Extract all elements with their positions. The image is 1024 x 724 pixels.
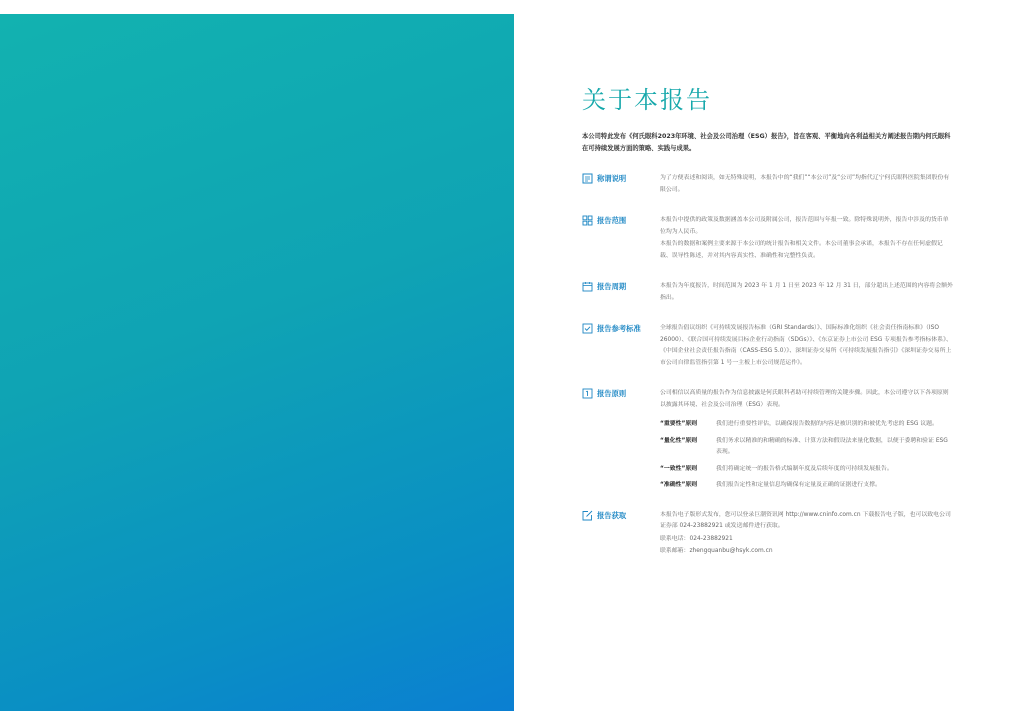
principle-item <box>660 419 954 431</box>
edit-icon <box>582 510 593 521</box>
principle-item <box>660 480 954 492</box>
principle-item <box>660 436 954 459</box>
gradient-cover-panel <box>0 14 514 711</box>
section-text: 全球报告倡议组织《可持续发展报告标准（GRI Standards）》、国际标准化组织《社会责任指南标准》（ISO 26000）、《联合国可持续发展目标企业行动指南（SDGs）》、《东京证券上市公司 ESG 专项报告参考指标体系》、《中国企业社会责任报告指南（CASS-ESG 5.0）》、深圳证券交易所《可持续发展报告指引》《深圳证券交易所上市公司自律监管指引第 1 号一主板上市公司规范运作》。 <box>660 325 952 366</box>
principle-name: “一致性”原则 <box>660 465 698 472</box>
page-title: 关于本报告 <box>582 86 712 114</box>
section-text: 本报告的数据和案例主要来源于本公司的统计报告和相关文件。本公司董事会承诺，本报告不存在任何虚假记载、误导性陈述，并对其内容真实性、准确性和完整性负责。 <box>660 241 943 259</box>
principle-item <box>660 464 954 476</box>
principle-name: “重要性”原则 <box>660 421 698 427</box>
section-text: 本报告中提供的政策及数据涵盖本公司及附属公司，报告范围与年报一致。除特殊说明外，报告中涉及的货币单位均为人民币。 <box>660 217 949 235</box>
section-period <box>582 281 954 305</box>
section-label: 报告获取 <box>597 510 627 520</box>
document-icon <box>582 173 593 184</box>
principle-text: 我们将确定统一的报告格式编制年度及后续年度的可持续发展报告。 <box>716 465 893 472</box>
principle-name: “量化性”原则 <box>660 437 698 444</box>
section-label: 称谓说明 <box>597 174 627 183</box>
calendar-icon <box>582 281 593 292</box>
principle-text: 我们进行重要性评估，以确保报告数据的内容是被识别的和被优先考虑的 ESG 议题。 <box>716 421 938 427</box>
principle-text: 我们报告定性和定量信息均确保有定量及正确的证据进行支撑。 <box>716 482 881 488</box>
checklist-icon <box>582 323 593 334</box>
principle-icon <box>582 388 593 399</box>
section-text: 为了方便表述和阅读，如无特殊说明，本报告中的“我们”“本公司”及“公司”均指代辽宁何氏眼科医院集团股份有限公司。 <box>660 175 950 193</box>
section-scope <box>582 215 954 263</box>
section-principles <box>582 388 954 492</box>
section-text: 本报告为年度报告，时间范围为 2023 年 1 月 1 日至 2023 年 12 月 31 日，部分超出上述范围的内容将会额外指出。 <box>660 283 953 301</box>
section-label: 报告原则 <box>597 389 627 398</box>
section-text: 公司相信以高质量的报告作为信息披露是何氏眼科者助可持续管理的关键步骤。因此，本公司遵守以下各项原则以披露其环境、社会及公司治理（ESG）表现。 <box>660 390 949 408</box>
about-report-content <box>582 80 954 577</box>
principle-text: 我们务求以精准的和精确的标准、计算方法和假设法来量化数据，以便于委聘和验证 ESG 表现。 <box>716 437 948 455</box>
section-label: 报告周期 <box>597 282 627 291</box>
section-access <box>582 510 954 559</box>
grid-icon <box>582 215 593 226</box>
section-label: 报告范围 <box>597 216 627 225</box>
contact-phone: 联系电话：024-23882921 <box>660 535 733 542</box>
section-text: 本报告电子版形式发布，您可以登录巨潮资讯网 http://www.cninfo.com.cn 下载报告电子版，也可以致电公司证券部 024-23882921 或发送邮件进行获取。 <box>660 511 951 529</box>
section-label: 报告参考标准 <box>597 324 641 333</box>
section-naming <box>582 173 954 197</box>
section-standards <box>582 323 954 370</box>
contact-email: 联系邮箱：zhengquanbu@hsyk.com.cn <box>660 548 773 554</box>
intro-paragraph: 本公司特此发布《何氏眼科2023年环境、社会及公司治理（ESG）报告》，旨在客观、平衡地向各利益相关方阐述报告期内何氏眼科在可持续发展方面的策略、实践与成果。 <box>582 133 951 152</box>
principle-name: “准确性”原则 <box>660 482 698 488</box>
